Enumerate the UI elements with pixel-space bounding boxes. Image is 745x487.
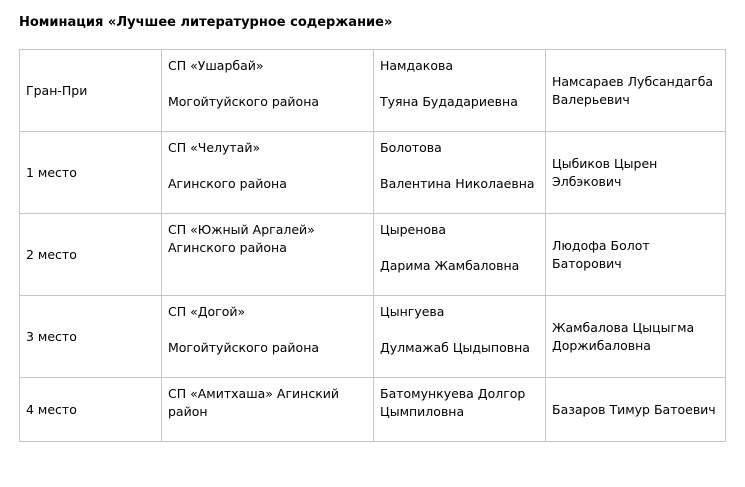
author-cell	[374, 378, 546, 442]
settlement-district: Агинского района	[168, 176, 287, 191]
author-cell	[374, 50, 546, 132]
author-given-name: Валентина Николаевна	[380, 176, 535, 191]
leader-cell	[546, 214, 726, 296]
leader-cell	[546, 296, 726, 378]
leader-cell	[546, 132, 726, 214]
place-cell	[20, 50, 162, 132]
settlement-name: СП «Южный Аргалей»	[168, 222, 315, 237]
leader-name-line-1: Жамбалова Цыцыгма	[552, 319, 695, 335]
leader-cell	[546, 378, 726, 442]
author-given-name: Туяна Будадариевна	[380, 94, 518, 109]
author-cell	[374, 214, 546, 296]
author-cell	[374, 296, 546, 378]
settlement-district: Агинского района	[168, 240, 287, 255]
nomination-title: Номинация «Лучшее литературное содержание»	[19, 15, 393, 30]
settlement-district: район	[168, 404, 208, 419]
settlement-district: Могойтуйского района	[168, 340, 320, 355]
author-surname: Болотова	[380, 140, 442, 155]
settlement-cell	[162, 214, 374, 296]
leader-name-line-1: Базаров Тимур Батоевич	[552, 401, 716, 417]
leader-name-line-2: Элбэкович	[552, 173, 622, 189]
settlement-cell	[162, 50, 374, 132]
author-given-name: Дарима Жамбаловна	[380, 258, 520, 273]
place-cell	[20, 214, 162, 296]
leader-name-line-1: Людофа Болот	[552, 237, 650, 253]
author-surname: Цынгуева	[380, 304, 445, 319]
settlement-cell	[162, 296, 374, 378]
leader-name-line-2: Доржибаловна	[552, 337, 651, 353]
place-label: Гран-При	[26, 82, 88, 98]
table-row	[20, 214, 726, 296]
author-surname: Цыренова	[380, 222, 447, 237]
author-cell	[374, 132, 546, 214]
settlement-cell	[162, 378, 374, 442]
settlement-name: СП «Догой»	[168, 304, 246, 319]
settlement-name: СП «Ушарбай»	[168, 58, 264, 73]
place-cell	[20, 296, 162, 378]
author-given-name: Дулмажаб Цыдыповна	[380, 340, 530, 355]
table-row	[20, 132, 726, 214]
settlement-district: Могойтуйского района	[168, 94, 320, 109]
author-surname: Намдакова	[380, 58, 454, 73]
results-table	[19, 49, 726, 442]
place-label: 4 место	[26, 401, 77, 417]
settlement-name: СП «Челутай»	[168, 140, 261, 155]
settlement-cell	[162, 132, 374, 214]
leader-cell	[546, 50, 726, 132]
settlement-name: СП «Амитхаша» Агинский	[168, 386, 339, 401]
leader-name-line-1: Цыбиков Цырен	[552, 155, 658, 171]
author-given-name: Цымпиловна	[380, 404, 465, 419]
place-cell	[20, 378, 162, 442]
place-label: 3 место	[26, 328, 77, 344]
table-row	[20, 296, 726, 378]
place-cell	[20, 132, 162, 214]
table-row	[20, 50, 726, 132]
author-surname: Батомункуева Долгор	[380, 386, 526, 401]
leader-name-line-2: Валерьевич	[552, 91, 630, 107]
leader-name-line-2: Баторович	[552, 255, 622, 271]
leader-name-line-1: Намсараев Лубсандагба	[552, 73, 714, 89]
place-label: 2 место	[26, 246, 77, 262]
place-label: 1 место	[26, 164, 77, 180]
table-row	[20, 378, 726, 442]
